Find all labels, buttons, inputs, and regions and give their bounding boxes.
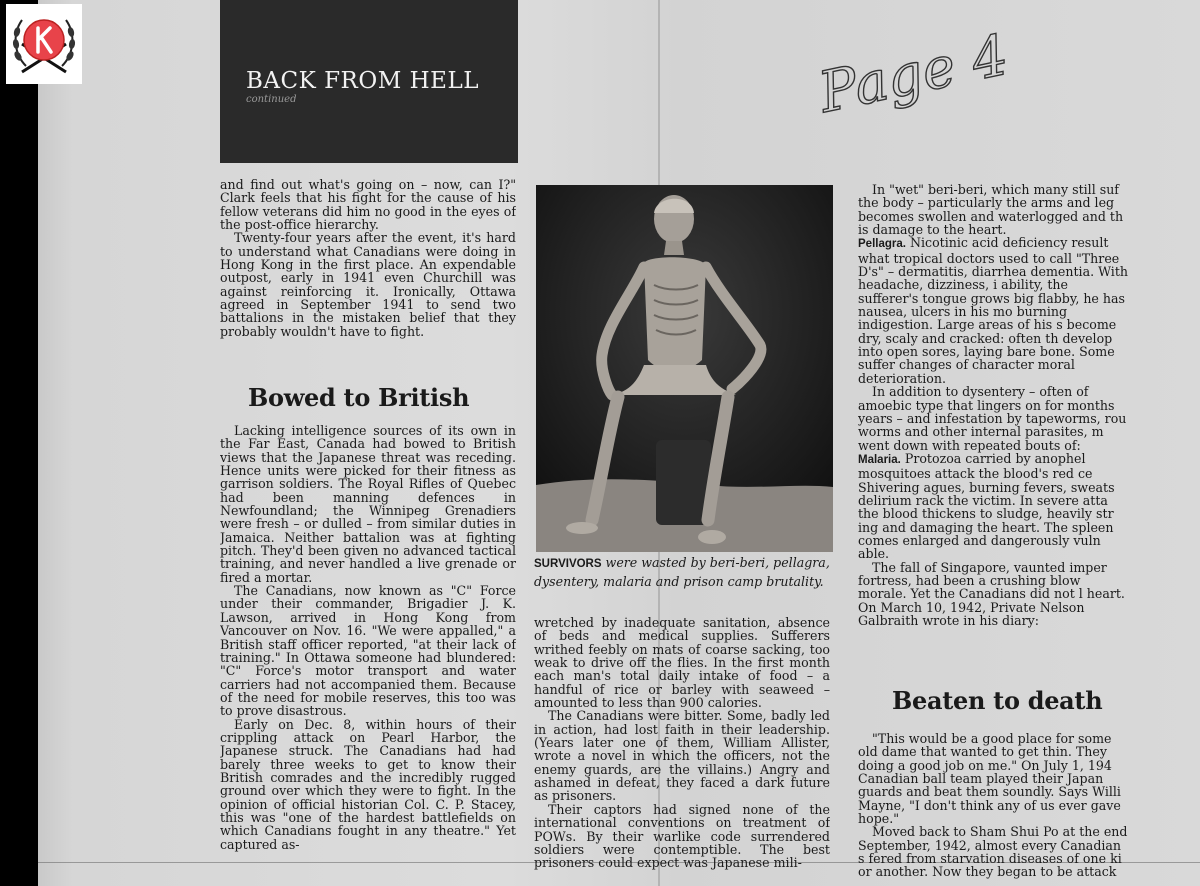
laurel-logo-icon — [6, 4, 82, 84]
col3-paragraph-1: In "wet" beri-beri, which many still suf the body – particularly the arms and leg becomes swollen and waterlogged and th is damage to the heart. — [858, 183, 1124, 238]
pellagra-keyword: Pellagra. — [858, 238, 906, 251]
column-1-top — [220, 178, 516, 354]
col3-paragraph-2: Nicotinic acid deficiency result what tropical doctors used to call "Three D's" – dermatitis, diarrhea dementia. With headache, dizziness, i ability, the sufferer's tongue grows big flabby, he has nausea, ulcers in his mo burning indigestion. Large areas of his s become dry, scaly and cracked: often th develop into open sores, laying bare bone. Some suffer changes of character moral deterioration. — [858, 235, 1129, 386]
banner-subtitle: continued — [246, 94, 297, 105]
handwritten-note-text: Page 4 — [813, 22, 1014, 126]
handwritten-page-note — [808, 14, 1038, 134]
col3-paragraph-7: Moved back to Sham Shui Po at the end September, 1942, almost every Canadian s fered from starvation diseases of one ki or another. Now they began to be attack — [858, 824, 1128, 880]
newspaper-page — [38, 0, 1200, 886]
section-banner — [220, 0, 518, 163]
photo-caption — [534, 554, 834, 590]
col3-pellagra-paragraph — [858, 236, 1130, 385]
column-2 — [534, 616, 830, 886]
col3-malaria-paragraph — [858, 452, 1130, 561]
caption-text: were wasted by beri-beri, pellagra, dysentery, malaria and prison camp brutality. — [534, 555, 830, 589]
col3-paragraph-4: Protozoa carried by anophel mosquitoes attack the blood's red ce Shivering agues, burning fevers, sweats delirium rack the victim. In severe atta the blood thickens to sludge, heavily str ing and damaging the heart. The spleen comes enlarged and dangerously vuln able. — [858, 450, 1115, 562]
survivor-photo — [536, 185, 833, 552]
scan-left-edge — [0, 0, 38, 886]
malaria-keyword: Malaria. — [858, 453, 901, 466]
logo-emblem — [6, 4, 82, 84]
col2-paragraph-3: Their captors had signed none of the international conventions on treatment of POWs. By their warlike code surrendered soldiers were contemptible. The best prisoners could expect was Japanese mili- — [534, 801, 830, 871]
col1-paragraph-1: and find out what's going on – now, can I?" Clark feels that his fight for the cause of his fellow veterans did him no good in the eyes of the post-office hierarchy. — [220, 178, 516, 233]
col1-paragraph-3: Lacking intelligence sources of its own in the Far East, Canada had bowed to British views that the Japanese threat was receding. Hence units were picked for their fitness as garrison soldiers. The Royal Rifles of Quebec had been manning defences in Newfoundland; the Winnipeg Grenadiers were fresh – or dulled – from similar duties in Jamaica. Neither battalion was at fighting pitch. They'd been given no advanced tactical training, and never handled a live grenade or fired a mortar. — [220, 424, 516, 585]
emaciated-survivor-figure — [536, 185, 833, 552]
column-3-bottom — [858, 732, 1130, 886]
col2-paragraph-1: wretched by inadequate sanitation, absence of beds and medical supplies. Sufferers writhed feebly on mats of coarse sacking, too weak to drive off the flies. In the first month each man's total daily intake of food – a handful of rice or barley with seaweed – amounted to less than 900 calories. — [534, 616, 830, 711]
col2-paragraph-2: The Canadians were bitter. Some, badly led in action, had lost faith in their leadership. (Years later one of them, William Allister, wrote a novel in which the officers, not the enemy guards, are the villains.) Angry and ashamed in defeat, they faced a dark future as prisoners. — [534, 708, 830, 804]
heading-beaten-to-death: Beaten to death — [892, 686, 1103, 715]
heading-bowed-to-british: Bowed to British — [248, 383, 470, 412]
col3-paragraph-5: The fall of Singapore, vaunted imper fortress, had been a crushing blow morale. Yet the Canadians did not l heart. On March 10, 1942, Private Nelson Galbraith wrote in his diary: — [858, 559, 1125, 628]
column-3-top — [858, 183, 1130, 665]
col1-paragraph-2: Twenty-four years after the event, it's hard to understand what Canadians were doing in Hong Kong in the first place. An expendable outpost, early in 1941 even Churchill was against reinforcing it. Ironically, Ottawa agreed in September 1941 to send two battalions in the mistaken belief that they probably wouldn't have to fight. — [220, 230, 516, 339]
banner-title: BACK FROM HELL — [246, 68, 479, 94]
col1-paragraph-4: The Canadians, now known as "C" Force under their commander, Brigadier J. K. Lawson, arrived in Hong Kong from Vancouver on Nov. 16. "We were appalled," a British staff officer reported, "at their lack of training." In Ottawa someone had blundered: "C" Force's motor transport and water carriers had not accompanied them. Because of the need for mobile reserves, this too was to prove disastrous. — [220, 583, 516, 719]
caption-lead: SURVIVORS — [534, 558, 602, 570]
col3-paragraph-3: In addition to dysentery – often of amoebic type that lingers on for months years – and infestation by tapeworms, rou worms and other internal parasites, m went down with repeated bouts of: — [858, 384, 1127, 453]
column-1-bottom — [220, 424, 516, 886]
col3-paragraph-6: "This would be a good place for some old dame that wanted to get thin. They doing a good job on me." On July 1, 194 Canadian ball team played their Japan guards and beat them soundly. Says Willi Mayne, "I don't think any of us ever gave hope." — [858, 732, 1121, 827]
col1-paragraph-5: Early on Dec. 8, within hours of their crippling attack on Pearl Harbor, the Japanese struck. The Canadians had had barely three weeks to get to know their British comrades and the incredibly rugged ground over which they were to fight. In the opinion of official historian Col. C. P. Stacey, this was "one of the hardest battlefields on which Canadians fought in any theatre." Yet captured as- — [220, 716, 516, 852]
